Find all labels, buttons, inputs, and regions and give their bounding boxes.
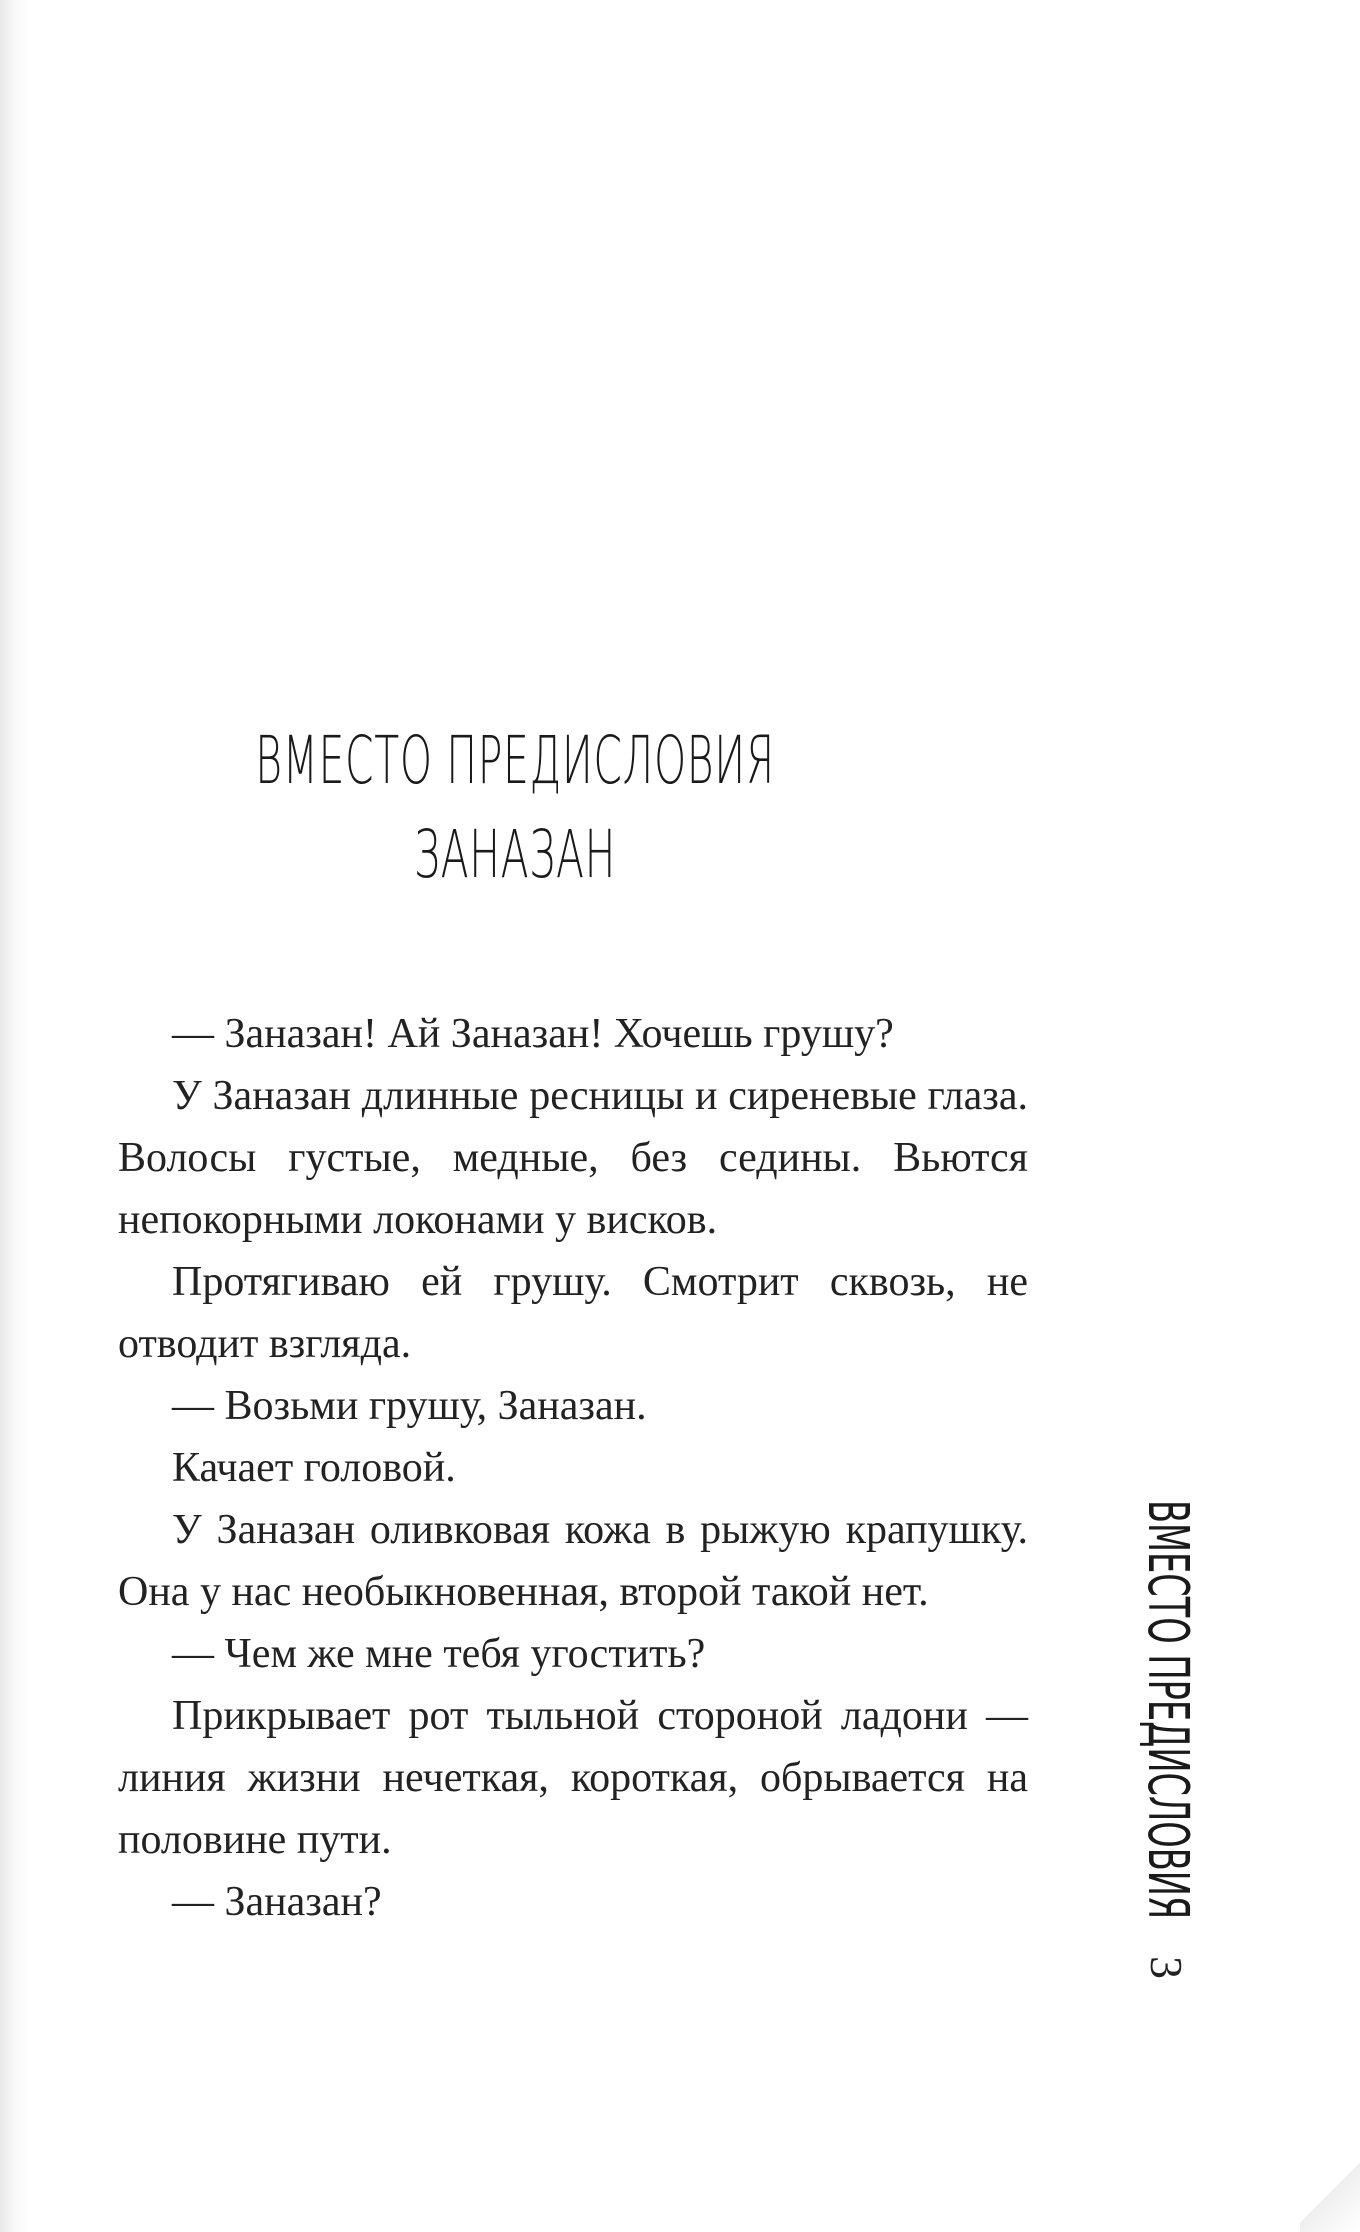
paragraph: — Заназан? <box>172 1879 382 1925</box>
page-number-container <box>1136 1956 1196 1996</box>
running-head-text: ВМЕСТО ПРЕДИСЛОВИЯ <box>1135 1500 1200 1920</box>
page-number: 3 <box>1141 1956 1192 1979</box>
chapter-title: ВМЕСТО ПРЕДИСЛОВИЯ <box>255 722 775 799</box>
paragraph: Протягиваю ей грушу. Смотрит сквозь, не отводит взгляда. <box>118 1259 1028 1367</box>
paragraph: — Чем же мне тебя угостить? <box>172 1631 706 1677</box>
paragraph: Качает головой. <box>172 1445 456 1491</box>
paragraph: — Заназан! Ай Заназан! Хочешь грушу? <box>172 1011 894 1057</box>
page-gutter-shadow <box>0 0 28 2232</box>
paragraph: У Заназан оливковая кожа в рыжую крапушку. Она у нас необыкновенная, второй такой нет. <box>118 1507 1028 1615</box>
paragraph: Прикрывает рот тыльной стороной ладони — линия жизни нечеткая, короткая, обрывается на половине пути. <box>118 1693 1028 1863</box>
running-head <box>1134 1500 1200 1920</box>
chapter-subtitle: ЗАНАЗАН <box>414 816 616 893</box>
paragraph: У Заназан длинные ресницы и сиреневые глаза. Волосы густые, медные, без седины. Вьются непокорными локонами у висков. <box>118 1073 1028 1243</box>
paragraph: — Возьми грушу, Заназан. <box>172 1383 647 1429</box>
page-curl-corner <box>1300 2152 1360 2232</box>
body-text <box>118 1003 1028 1933</box>
